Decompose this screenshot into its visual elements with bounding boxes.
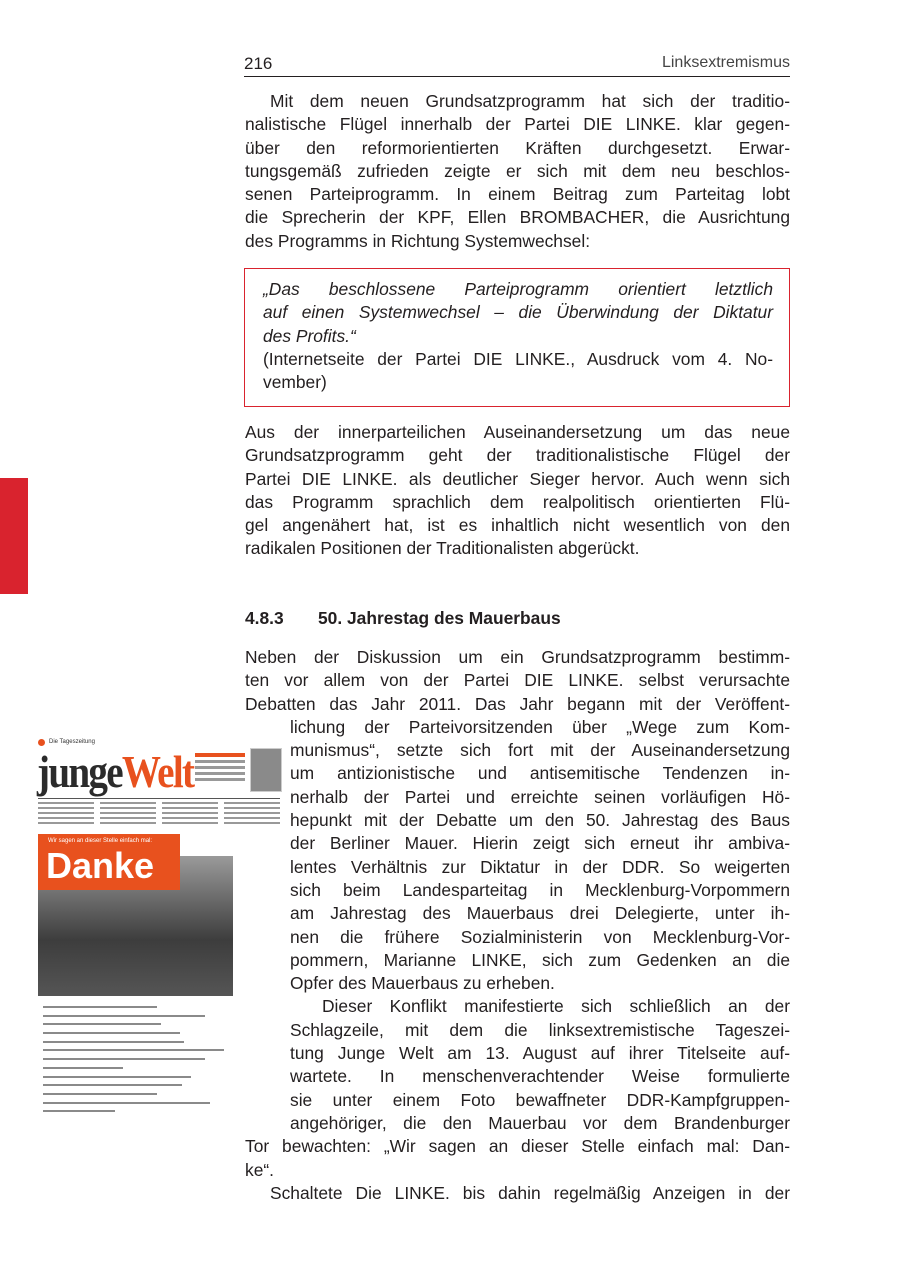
text-line: lentes Verhältnis zur Diktatur in der DDR. So weigerten xyxy=(290,856,790,877)
page-number: 216 xyxy=(244,54,273,73)
headline-box xyxy=(38,834,180,890)
text-line: „Das beschlossene Parteiprogramm orientiert letztlich xyxy=(263,279,773,299)
text-line: Debatten das Jahr 2011. Das Jahr begann mit der Veröffent- xyxy=(245,693,790,714)
chapter-marker xyxy=(0,478,28,594)
quote-box xyxy=(244,268,790,407)
text-line: der Berliner Mauer. Hierin zeigt sich erneut ihr ambiva- xyxy=(290,833,790,854)
paragraph-3 xyxy=(245,646,790,995)
paragraph-1 xyxy=(245,90,790,253)
text-line: das Programm sprachlich dem realpolitisch orientierten Flü- xyxy=(245,491,790,512)
text-line: nerhalb der Partei und erreichte seinen vorläufigen Hö- xyxy=(290,786,790,807)
quote-content xyxy=(263,278,773,394)
text-line: am Jahrestag des Mauerbaus drei Delegierte, unter ih- xyxy=(290,903,790,924)
text-line: (Internetseite der Partei DIE LINKE., Ausdruck vom 4. No- xyxy=(263,348,773,369)
text-line: sie unter einem Foto bewaffneter DDR-Kampfgruppen- xyxy=(290,1089,790,1110)
text-line: tungsgemäß zufrieden zeigte er sich mit dem neu beschlos- xyxy=(245,160,790,181)
text-line: Mit dem neuen Grundsatzprogramm hat sich der traditio- xyxy=(270,91,790,111)
text-line: Opfer des Mauerbaus zu erheben. xyxy=(290,973,555,994)
section-number: 4.8.3 xyxy=(245,608,284,628)
text-line: Neben der Diskussion um ein Grundsatzprogramm bestimm- xyxy=(245,647,790,667)
text-line: Aus der innerparteilichen Auseinandersetzung um das neue xyxy=(245,422,790,442)
text-line: auf einen Systemwechsel – die Überwindung der Diktatur xyxy=(263,302,773,323)
section-title: 50. Jahrestag des Mauerbaus xyxy=(318,608,561,628)
paragraph-2 xyxy=(245,421,790,561)
newspaper-logo xyxy=(37,748,193,796)
text-line: des Profits.“ xyxy=(263,325,356,346)
logo-part-1: junge xyxy=(37,746,122,797)
junge-welt-front-page-image xyxy=(35,738,285,1128)
text-line: senen Parteiprogramm. In einem Beitrag zum Parteitag lobt xyxy=(245,184,790,205)
text-line: Schlagzeile, mit dem die linksextremistische Tageszei- xyxy=(290,1019,790,1040)
text-line: Partei DIE LINKE. als deutlicher Sieger hervor. Auch wenn sich xyxy=(245,468,790,489)
text-line: um antizionistische und antisemitische Tendenzen in- xyxy=(290,763,790,784)
section-body xyxy=(245,646,790,1205)
newspaper-tagline: Die Tageszeitung xyxy=(49,739,95,745)
quote-source xyxy=(263,348,773,395)
text-line: Schaltete Die LINKE. bis dahin regelmäßig Anzeigen in der xyxy=(270,1182,790,1203)
list-text-block xyxy=(43,1006,233,1119)
teaser-thumbnail xyxy=(250,748,282,792)
index-columns xyxy=(38,802,280,824)
text-line: ke“. xyxy=(245,1159,274,1180)
text-line: lichung der Parteivorsitzenden über „Wege zum Kom- xyxy=(290,716,790,737)
headline-sub: Wir sagen an dieser Stelle einfach mal: xyxy=(48,838,153,844)
text-line: Grundsatzprogramm geht der traditionalistische Flügel der xyxy=(245,445,790,466)
text-line: hepunkt mit der Debatte um den 50. Jahrestag des Baus xyxy=(290,810,790,831)
section-heading xyxy=(245,607,561,630)
paragraph-4 xyxy=(245,995,790,1181)
logo-dot xyxy=(38,739,45,746)
text-line: vember) xyxy=(263,372,327,393)
headline: Danke xyxy=(46,845,155,886)
text-line: nen die frühere Sozialministerin von Mecklenburg-Vor- xyxy=(290,926,790,947)
text-line: sich beim Landesparteitag in Mecklenburg-Vorpommern xyxy=(290,879,790,900)
text-line: ten vor allem von der Partei DIE LINKE. selbst verursachte xyxy=(245,670,790,691)
text-line: angehöriger, die den Mauerbau vor dem Brandenburger xyxy=(290,1112,790,1133)
running-title: Linksextremismus xyxy=(661,54,790,71)
text-line: Tor bewachten: „Wir sagen an dieser Stelle einfach mal: Dan- xyxy=(245,1136,790,1157)
text-line: nalistische Flügel innerhalb der Partei DIE LINKE. klar gegen- xyxy=(245,114,790,135)
text-line: wartete. In menschenverachtender Weise formulierte xyxy=(290,1066,790,1087)
logo-part-2: Welt xyxy=(121,746,194,797)
text-line: munismus“, setzte sich fort mit der Auseinandersetzung xyxy=(290,740,790,761)
text-line: Dieser Konflikt manifestierte sich schließlich an der xyxy=(322,996,790,1017)
text-line: über den reformorientierten Kräften durchgesetzt. Erwar- xyxy=(245,137,790,158)
quote-text xyxy=(263,278,773,348)
text-line: des Programms in Richtung Systemwechsel: xyxy=(245,230,591,251)
teaser-box xyxy=(195,750,245,790)
text-line: tung Junge Welt am 13. August auf ihrer Titelseite auf- xyxy=(290,1043,790,1064)
text-line: pommern, Marianne LINKE, sich zum Gedenken an die xyxy=(290,949,790,970)
paragraph-5 xyxy=(245,1182,790,1205)
text-line: radikalen Positionen der Traditionalisten abgerückt. xyxy=(245,538,640,559)
text-line: die Sprecherin der KPF, Ellen BROMBACHER, die Ausrichtung xyxy=(245,207,790,228)
masthead-rule xyxy=(38,798,280,799)
page-header xyxy=(244,52,790,77)
text-line: gel angenähert hat, ist es inhaltlich nicht wesentlich von den xyxy=(245,515,790,536)
